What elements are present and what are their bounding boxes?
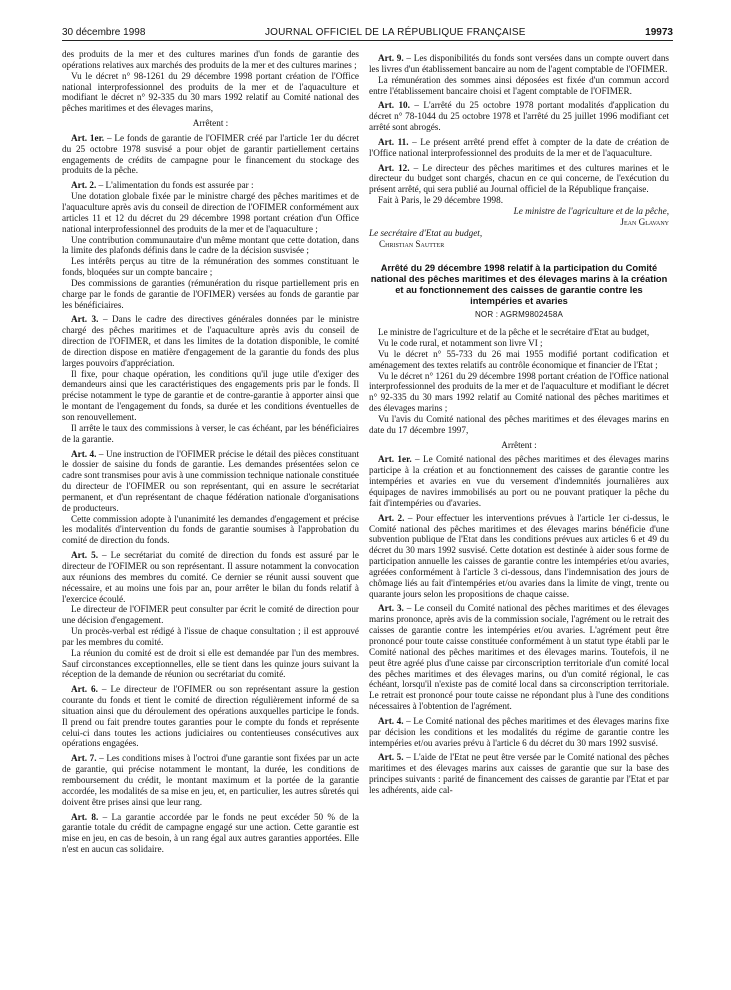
text: Il fixe, pour chaque opération, les conditions qu'il juge utile d'exiger des demandeurs ainsi que les caractéristiques des engagements pris par le fonds. Il précise notamment le type de garantie et de contre-garantie à apporter ainsi que le montant de l'engagement du fonds, sa durée et les conditions éventuelles de son renouvellement.: [62, 368, 359, 422]
text: – Une instruction de l'OFIMER précise le détail des pièces constituant le dossier de saisine du fonds de garantie. Les demandes présentées selon ce cadre sont transmises pour avis à une commission technique nationale constituée du directeur de l'OFIMER ou son représentant, qui en assure le secrétariat permanent, et d'un représentant de chaque fédération nationale d'organisations de producteurs.: [62, 448, 359, 513]
article-label: Art. 3.: [71, 314, 99, 325]
article-paragraph: [369, 513, 669, 600]
text: Les intérêts perçus au titre de la rémunération des sommes constituant le fonds, bloquées sur un compte bancaire ;: [62, 256, 359, 278]
article-paragraph: [369, 53, 669, 75]
article-label: Art. 7.: [71, 753, 97, 764]
text: La réunion du comité est de droit si elle est demandée par l'un des membres. Sauf circonstances exceptionnelles, elle se tient dans les quinze jours suivant la réception de la demande de réunion ou secrétariat du comité.: [62, 647, 359, 680]
text: – Le directeur des pêches maritimes et des cultures marines et le directeur du budget sont chargés, chacun en ce qui concerne, de l'exécution du présent arrêté, qui sera publié au Journal officiel de la République française.: [369, 162, 670, 195]
journal-title: JOURNAL OFFICIEL DE LA RÉPUBLIQUE FRANÇAISE: [264, 27, 526, 38]
text: – Le secrétariat du comité de direction du fonds est assuré par le directeur de l'OFIMER ou son représentant. Il assure notamment la convocation aux réunions des membres du comité. Ce dernier se réunit aussi souvent que nécessaire, et au moins une fois par an, pour arrêter le bilan du fonds relatif à l'exercice écoulé.: [62, 550, 360, 604]
article-paragraph: [369, 100, 669, 133]
text: Vu le décret n° 98-1261 du 29 décembre 1998 portant création de l'Office national interprofessionnel des produits de la mer et de l'aquaculture et modifiant le décret n° 92-335 du 30 mars 1992 relatif au Comité national des pêches maritimes et des élevages marins,: [62, 70, 359, 114]
signature-name: [369, 239, 669, 250]
text: Un procès-verbal est rédigé à l'issue de chaque consultation ; il est approuvé par les membres du comité.: [62, 626, 359, 647]
text: Le directeur de l'OFIMER peut consulter par écrit le comité de direction pour une décision d'engagement.: [62, 604, 359, 626]
text: Cette commission adopte à l'unanimité les demandes d'engagement et précise les modalités d'intervention du fonds de garantie soumises à l'approbation du comité de direction du fonds.: [62, 513, 359, 546]
paragraph: [62, 256, 359, 278]
article-label: Art. 2.: [71, 180, 97, 191]
paragraph: [62, 423, 359, 445]
article-label: Art. 6.: [71, 684, 98, 695]
paragraph: [369, 349, 669, 371]
article-label: Art. 1er.: [71, 132, 105, 143]
paragraph: [369, 195, 669, 206]
text: Le ministre de l'agriculture et de la pêche et le secrétaire d'Etat au budget,: [378, 327, 650, 338]
text: – Le présent arrêté prend effet à compter de la date de création de l'Office national interprofessionnel des produits de la mer et de l'aquaculture.: [369, 136, 670, 158]
signature-line: [369, 217, 669, 228]
text: Il arrête le taux des commissions à verser, le cas échéant, par les bénéficiaires de la garantie.: [62, 422, 359, 444]
paragraph: [369, 75, 669, 97]
text: Vu l'avis du Comité national des pêches maritimes et des élevages marins en date du 17 décembre 1997,: [369, 413, 669, 435]
article-paragraph: [62, 684, 359, 749]
paragraph: [62, 514, 359, 547]
article-paragraph: [62, 753, 359, 807]
article-label: Art. 11.: [378, 136, 409, 147]
article-paragraph: [369, 137, 669, 159]
paragraph: [62, 191, 359, 234]
signature-line: [369, 206, 669, 217]
arretent-heading: [369, 440, 669, 451]
article-label: Art. 2.: [378, 512, 405, 523]
paragraph: [369, 327, 669, 338]
article-paragraph: [62, 812, 359, 855]
header-rule: [62, 40, 673, 41]
text: – Le directeur de l'OFIMER ou son représentant assure la gestion courante du fonds et tient le comité de direction régulièrement informé de sa situation ainsi que du déroulement des opérations auxquelles participe le fonds. Il prend ou fait prendre toutes garanties pour le compte du fonds et représente celui-ci dans toutes les actions judiciaires ou contentieuses consécutives aux opérations engagées.: [62, 684, 359, 749]
article-label: Art. 5.: [71, 550, 98, 561]
text: – L'alimentation du fonds est assurée par :: [98, 180, 254, 191]
article-label: Art. 4.: [378, 715, 404, 726]
paragraph: [369, 338, 669, 349]
left-column: [62, 49, 359, 855]
text: Des commissions de garanties (rémunération du risque partiellement pris en charge par le fonds de garantie de l'OFIMER) versées au fonds de garantie par les bénéficiaires.: [62, 277, 359, 310]
paragraph: [62, 49, 359, 71]
text: Fait à Paris, le 29 décembre 1998.: [378, 195, 504, 206]
article-label: Art. 10.: [378, 100, 410, 111]
article-paragraph: [62, 133, 359, 176]
arretent-heading: [62, 118, 359, 129]
paragraph: [62, 648, 359, 681]
issue-date: 30 décembre 1998: [62, 27, 146, 38]
paragraph: [62, 369, 359, 423]
text: Vu le décret n° 1261 du 29 décembre 1998 portant création de l'Office national interprofessionnel des produits de la mer et de l'aquaculture et modifiant le décret n° 92-335 du 30 mars 1992 relatif au Comité national des pêches maritimes et des élevages marins ;: [369, 370, 669, 414]
article-label: Art. 5.: [378, 752, 404, 763]
page-header: [62, 22, 673, 38]
text: – Dans le cadre des directives générales données par le ministre chargé des pêches maritimes et de l'aquaculture après avis du conseil de direction de l'OFIMER, et dans les limites de la dotation disponible, le comité de direction dispose en matière d'engagement de la garantie du fonds des plus larges pouvoirs d'appréciation.: [62, 314, 359, 368]
article-paragraph: [62, 314, 359, 368]
article-paragraph: [369, 716, 669, 749]
text: Une contribution communautaire d'un même montant que cette dotation, dans la limite des plafonds définis dans le cadre de la décision susvisée ;: [62, 234, 359, 256]
paragraph: [62, 604, 359, 626]
article-paragraph: [369, 454, 669, 508]
text: Jean Glavany: [620, 216, 669, 227]
text: – L'arrêté du 25 octobre 1978 portant modalités d'application du décret n° 78-1044 du 25 octobre 1978 et l'arrêté du 25 juillet 1996 modifiant cet arrêté sont abrogés.: [369, 100, 669, 133]
text: – L'aide de l'Etat ne peut être versée par le Comité national des pêches maritimes et des élevages marins aux caisses de garantie que sur la base des principes suivants : parité de financement des caisses de garantie par l'Etat et par les adhérents, aide cal-: [369, 752, 670, 795]
text: Arrêtent :: [501, 439, 537, 450]
article-label: Art. 1er.: [378, 454, 412, 465]
right-column: [369, 49, 669, 796]
article-paragraph: [369, 163, 669, 196]
text: des produits de la mer et des cultures marines d'un fonds de garantie des opérations relatives aux marchés des produits de la mer et des cultures marines ;: [62, 49, 359, 70]
text: – Le fonds de garantie de l'OFIMER créé par l'article 1er du décret du 25 octobre 1978 susvisé a pour objet de garantir partiellement certains engagements de crédits de campagne pour le financement du stockage des produits de la pêche.: [62, 132, 360, 176]
text: – Les conditions mises à l'octroi d'une garantie sont fixées par un acte de garantie, qui précise notamment le montant, la durée, les conditions de remboursement du crédit, le montant maximum et la portée de la garantie accordée, les modalités de sa mise en jeu, et, en particulier, les autres sûretés qui doivent être prises ainsi que leur rang.: [62, 753, 359, 807]
article-paragraph: [62, 449, 359, 514]
paragraph: [369, 414, 669, 436]
paragraph: [369, 228, 669, 239]
article-label: Art. 12.: [378, 162, 410, 173]
article-paragraph: [62, 550, 359, 604]
text: – Le Comité national des pêches maritimes et des élevages marins fixe par décision les conditions et les modalités du régime de garantie contre les intempéries et/ou avaries prévu à l'article 6 du décret du 30 mars 1992 susvisé.: [369, 715, 669, 748]
text: Le ministre de l'agriculture et de la pêche,: [513, 205, 669, 216]
text: – Le Comité national des pêches maritimes et des élevages marins participe à la création et au fonctionnement des caisses de garantie contre les intempéries et avaries en vue du versement d'indemnités journalières aux équipages de navires immobilisés au port ou ne pouvant pratiquer la pêche du fait d'intempéries ou d'avaries.: [369, 454, 669, 508]
text: Vu le décret n° 55-733 du 26 mai 1955 modifié portant codification et aménagement des textes relatifs au contrôle économique et financier de l'Etat ;: [369, 348, 669, 370]
nor-reference: NOR : AGRM9802458A: [474, 310, 564, 320]
text: Une dotation globale fixée par le ministre chargé des pêches maritimes et de l'aquaculture après avis du conseil de direction de l'OFIMER conformément aux articles 11 et 12 du décret du 29 décembre 1998 portant création d'un Office national interprofessionnel des produits de la mer et de l'aquaculture ;: [62, 191, 359, 234]
article-paragraph: [369, 752, 669, 795]
decree-title: Arrêté du 29 décembre 1998 relatif à la participation du Comité national des pêches maritimes et des élevages marins à la création et au fonctionnement des caisses de garantie contre les intempéries et avaries: [370, 263, 668, 307]
article-label: Art. 3.: [378, 603, 404, 614]
article-label: Art. 9.: [378, 53, 404, 63]
text: – Le conseil du Comité national des pêches maritimes et des élevages marins prononce, après avis de la commission sociale, l'agrément ou le retrait des caisses de garantie contre les intempéries et/ou avaries. L'agrément peut être prononcé pour toute caisse constituée conformément à un statut type établi par le Comité national des pêches maritimes et des élevages marins. Toutefois, il ne peut être agréé plus d'une caisse par circonscription territoriale d'un comité local des pêches maritimes et des élevages marins, ou d'un comité régional, le cas échéant, lorsqu'il n'existe pas de comité local dans sa circonscription territoriale. Le retrait est prononcé pour toute caisse ne répondant plus à l'une des conditions nécessaires à l'obtention de l'agrément.: [369, 603, 670, 712]
paragraph: [369, 371, 669, 414]
text: Arrêtent :: [192, 118, 229, 129]
text: Vu le code rural, et notamment son livre VI ;: [378, 338, 543, 349]
text: Christian Sautter: [379, 238, 445, 249]
paragraph: [62, 71, 359, 114]
text: – Les disponibilités du fonds sont versées dans un compte ouvert dans les livres d'un établissement bancaire au nom de l'agent comptable de l'OFIMER.: [369, 53, 669, 74]
article-paragraph: [369, 603, 669, 711]
text: – La garantie accordée par le fonds ne peut excéder 50 % de la garantie totale du crédit de campagne engagé sur une action. Cette garantie est mise en jeu, en cas de besoin, à un rang égal aux autres garanties apportées. Elle n'est en aucun cas solidaire.: [62, 811, 359, 855]
text: – Pour effectuer les interventions prévues à l'article 1er ci-dessus, le Comité national des pêches maritimes et des élevages marins bénéficie d'une subvention publique de l'Etat dans les conditions prévues aux articles 6 et 49 du décret du 30 mars 1992 susvisé. Cette dotation est destinée à aider sous forme de participation annuelle les caisses de garantie contre les intempéries et/ou avaries, agréées conformément à l'article 3 ci-dessous, dans l'indemnisation des jours de chômage liés au fait d'intempéries et/ou avaries dans la limite de vingt, trente ou quarante jours selon les propositions de chaque caisse.: [369, 512, 670, 599]
paragraph: [62, 235, 359, 257]
article-paragraph: [62, 180, 359, 191]
article-label: Art. 4.: [71, 448, 97, 459]
paragraph: [62, 278, 359, 311]
article-label: Art. 8.: [71, 811, 99, 822]
text: La rémunération des sommes ainsi déposées est fixée d'un commun accord entre l'établissement bancaire choisi et l'agent comptable de l'OFIMER.: [369, 74, 669, 96]
page-number: 19973: [645, 27, 673, 38]
paragraph: [62, 626, 359, 648]
text: Le secrétaire d'Etat au budget,: [369, 227, 483, 238]
